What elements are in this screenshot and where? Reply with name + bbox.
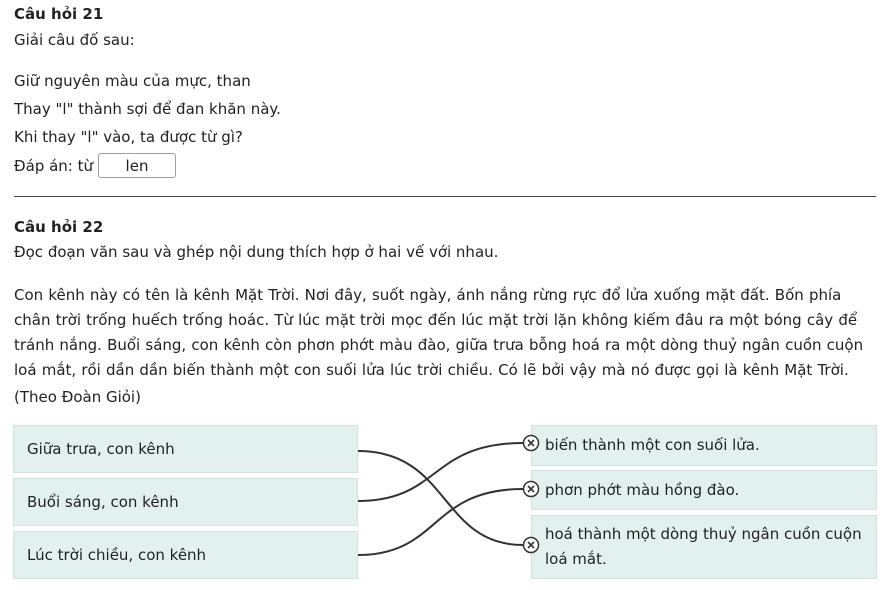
passage-source: (Theo Đoàn Giỏi) bbox=[14, 388, 141, 406]
match-left-label: Giữa trưa, con kênh bbox=[27, 439, 175, 458]
match-right-label: phơn phớt màu hồng đào. bbox=[545, 480, 740, 499]
answer-label: Đáp án: từ bbox=[14, 157, 94, 175]
remove-connection-icon[interactable] bbox=[524, 482, 539, 497]
riddle-line-3: Khi thay "l" vào, ta được từ gì? bbox=[14, 128, 243, 146]
connection-line bbox=[358, 443, 523, 501]
match-right-label: biến thành một con suối lửa. bbox=[545, 436, 760, 454]
riddle-line-2: Thay "l" thành sợi để đan khăn này. bbox=[14, 100, 281, 118]
question-21-title: Câu hỏi 21 bbox=[14, 5, 104, 23]
riddle-line-1: Giữ nguyên màu của mực, than bbox=[14, 72, 251, 90]
remove-connection-icon[interactable] bbox=[524, 436, 539, 451]
match-right-label: hoá thành một dòng thuỷ ngân cuồn cuộn loá mắt. bbox=[545, 525, 862, 568]
remove-connection-icon[interactable] bbox=[524, 538, 539, 553]
match-left-label: Buổi sáng, con kênh bbox=[27, 492, 179, 511]
question-22-title: Câu hỏi 22 bbox=[14, 218, 104, 236]
match-left-label: Lúc trời chiều, con kênh bbox=[27, 545, 207, 564]
reading-passage: Con kênh này có tên là kênh Mặt Trời. Nơi đây, suốt ngày, ánh nắng rừng rực đổ lửa xuống mặt đất. Bốn phía chân trời trống huếch trống hoác. Từ lúc mặt trời mọc đến lúc mặt trời lặn không kiếm đâu ra một bóng cây để tránh nắng. Buổi sáng, con kênh còn phơn phớt màu đào, giữa trưa bỗng hoá ra một dòng thuỷ ngân cuồn cuộn loá mắt, rồi dần dần biến thành một con suối lửa lúc trời chiều. Có lẽ bởi vậy mà nó được gọi là kênh Mặt Trời. bbox=[14, 286, 864, 379]
question-21-prompt: Giải câu đố sau: bbox=[14, 31, 135, 49]
question-22-prompt: Đọc đoạn văn sau và ghép nội dung thích hợp ở hai vế với nhau. bbox=[14, 243, 499, 261]
